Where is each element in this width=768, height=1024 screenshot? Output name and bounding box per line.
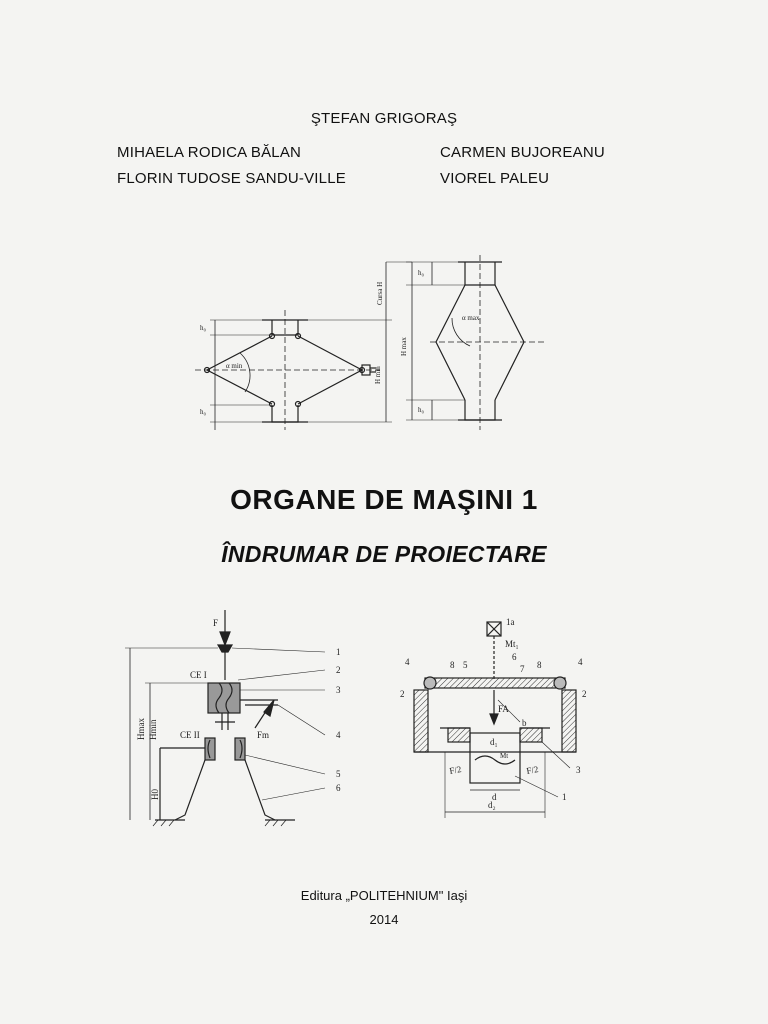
ce2-label: CE II — [180, 730, 200, 740]
h0-top-label-left: h₀ — [200, 324, 206, 332]
h-min-label: H min — [374, 366, 382, 384]
label-f2-right: F/2 — [525, 764, 540, 776]
label-b: b — [522, 718, 527, 728]
label-d1: d₁ — [490, 737, 498, 747]
author-sandu-ville: FLORIN TUDOSE SANDU-VILLE — [117, 170, 346, 187]
author-paleu: VIOREL PALEU — [440, 170, 550, 187]
cursa-label: Cursa H — [376, 281, 384, 305]
jack-schematic-figure — [120, 605, 355, 830]
alpha-min-label: α min — [226, 362, 243, 370]
label-1a: 1a — [506, 617, 515, 627]
press-schematic-figure — [395, 610, 595, 820]
jack-figures-top — [180, 240, 580, 440]
book-subtitle: ÎNDRUMAR DE PROIECTARE — [221, 541, 547, 567]
callout-4: 4 — [336, 730, 341, 740]
callout-2: 2 — [336, 665, 341, 675]
lead-author: ŞTEFAN GRIGORAŞ — [310, 110, 458, 127]
callout-r-2a: 2 — [400, 689, 405, 699]
callout-r-5: 5 — [463, 660, 468, 670]
publisher: Editura „POLITEHNIUM" Iaşi — [300, 888, 468, 903]
fm-label: Fm — [257, 730, 270, 740]
h0-label: H0 — [150, 789, 160, 800]
callout-r-4b: 4 — [578, 657, 583, 667]
callout-r-3: 3 — [576, 765, 581, 775]
callout-r-4a: 4 — [405, 657, 410, 667]
author-bujoreanu: CARMEN BUJOREANU — [440, 144, 605, 161]
label-d2: d₂ — [488, 800, 496, 810]
force-label: F — [213, 618, 219, 628]
h0-bottom-label-right: h₀ — [418, 406, 424, 414]
label-fa: FA — [498, 704, 509, 714]
label-mt1: Mt₁ — [505, 639, 519, 649]
label-mt-inner: Mt — [500, 752, 509, 760]
label-f2-left: F/2 — [448, 764, 463, 776]
alpha-max-label: α max — [462, 314, 480, 322]
book-title: ORGANE DE MAŞINI 1 — [230, 484, 538, 515]
label-d: d — [492, 792, 497, 802]
h-max-label: H max — [400, 337, 408, 356]
callout-r-6: 6 — [512, 652, 517, 662]
callout-3: 3 — [336, 685, 341, 695]
callout-5: 5 — [336, 769, 341, 779]
author-balan: MIHAELA RODICA BĂLAN — [117, 144, 302, 161]
callout-r-8a: 8 — [450, 660, 455, 670]
hmin-label: Hmin — [148, 719, 158, 740]
hmax-label: Hmax — [136, 718, 146, 740]
callout-r-8b: 8 — [537, 660, 542, 670]
h0-bottom-label-left: h₀ — [200, 408, 206, 416]
callout-6: 6 — [336, 783, 341, 793]
h0-top-label-right: h₀ — [418, 269, 424, 277]
publication-year: 2014 — [369, 912, 399, 927]
callout-r-1: 1 — [562, 792, 567, 802]
callout-r-7: 7 — [520, 664, 525, 674]
jack-collapsed — [195, 310, 392, 430]
jack-extended — [386, 255, 545, 430]
callout-r-2b: 2 — [582, 689, 587, 699]
callout-1: 1 — [336, 647, 341, 657]
ce1-label: CE I — [190, 670, 207, 680]
